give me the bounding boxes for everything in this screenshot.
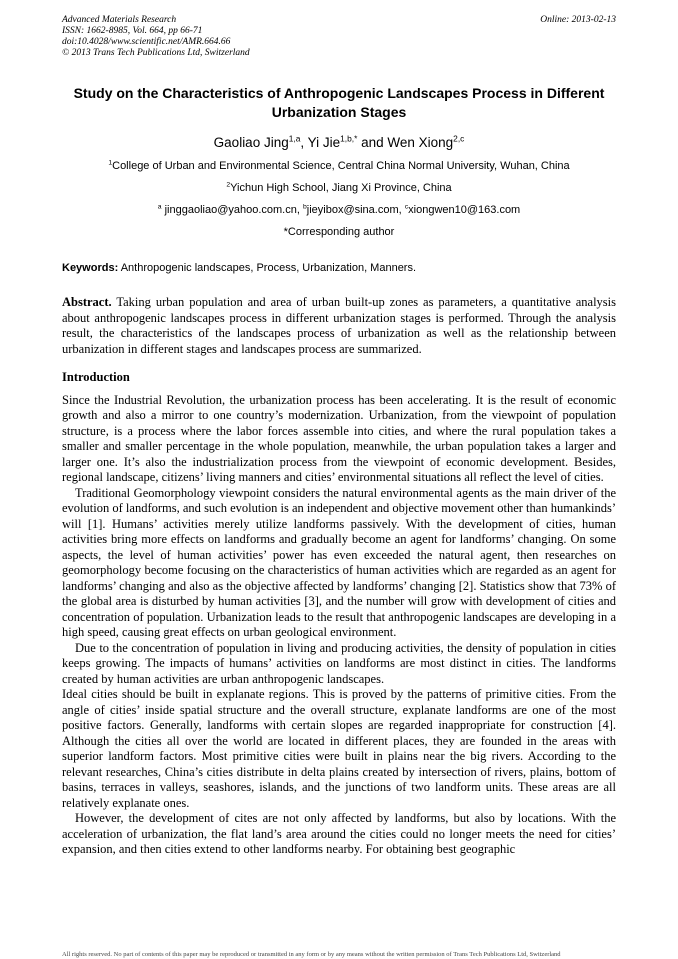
journal-name: Advanced Materials Research	[62, 15, 177, 25]
online-date: Online: 2013-02-13	[540, 15, 616, 25]
author-2-superscript: 1,b,*	[340, 133, 358, 144]
abstract-text: Taking urban population and area of urban built-up zones as parameters, a quantitative analysis about anthropogenic landscapes process in different urbanization stages is performed. Through the analysis result, the characteristics of the landscapes process of urbanization as well as the relationship between urbanization in different stages and landscapes process are summarized.	[62, 295, 616, 356]
author-2	[300, 135, 357, 150]
copyright-line: © 2013 Trans Tech Publications Ltd, Switzerland	[62, 48, 250, 58]
author-2-name: , Yi Jie	[300, 135, 341, 150]
affiliation-1-superscript: 1	[108, 159, 113, 167]
author-1-name: Gaoliao Jing	[213, 135, 289, 150]
body-paragraph-3: Due to the concentration of population in living and producing activities, the density of population in cities keeps growing. The impacts of humans’ activities on landforms are most distinct in cities. The landforms created by human activities are urban anthropogenic landscapes.	[62, 640, 616, 686]
email-1-superscript: a	[157, 203, 162, 211]
affiliation-2	[62, 182, 616, 195]
affiliation-1	[62, 160, 616, 173]
section-heading-introduction: Introduction	[62, 370, 130, 384]
email-3-superscript: c	[404, 203, 409, 211]
emails-line	[62, 204, 616, 217]
body-paragraph-4: Ideal cities should be built in explanate regions. This is proved by the patterns of primitive cities. From the angle of cities’ inside spatial structure and the overall structure, explanate landforms are one of the most positive factors. Generally, landforms with certain slopes are regarded inappropriate for construction [4]. Although the cities all over the world are located in different places, they are founded in the areas with superior landform factors. Most primitive cities were built in plains near the big rivers. According to the relevant researches, China’s cities distribute in delta plains created by intersection of rivers, plains, bottom of basins, terraces in valleys, seashores, islands, and the junctions of two landform units. These areas are all relatively explanate ones.	[62, 687, 616, 810]
author-1	[214, 135, 301, 150]
email-2-superscript: b	[302, 203, 307, 211]
keywords-text: Anthropogenic landscapes, Process, Urbanization, Manners.	[118, 262, 417, 274]
body-paragraph-2: Traditional Geomorphology viewpoint considers the natural environmental agents as the main driver of the evolution of landforms, and such evolution is an independent and objective movement other than humankinds’ will [1]. Humans’ activities merely utilize landforms passively. With the development of cities, human activities bring more effects on landforms and gradually become an agent for landforms’ changing. On some aspects, the level of human activities’ power has even exceeded the natural agent, then researches on geomorphology become focusing on the characteristics of human activities which are regarded as an agent for landforms’ changing and also as the objective affected by landforms’ changing [2]. Statistics show that 73% of the global area is disturbed by human activities [3], and the number will grow with development of cities and concentration of population. Urbanization leads to the result that anthropogenic landscapes are developing in a high speed, causing great effects on urban geological environment.	[62, 485, 616, 639]
author-3	[357, 135, 464, 150]
keywords-label: Keywords:	[62, 262, 119, 274]
email-2: jieyibox@sina.com,	[306, 204, 405, 216]
journal-header	[62, 15, 616, 59]
license-footer: All rights reserved. No part of contents of this paper may be reproduced or transmitted in any form or by any means without the written permission of Trans Tech Publications Ltd, Switzerland	[62, 951, 561, 958]
author-1-superscript: 1,a	[288, 133, 301, 144]
affiliation-2-text: Yichun High School, Jiang Xi Province, China	[230, 182, 452, 194]
email-1: jinggaoliao@yahoo.com.cn,	[161, 204, 303, 216]
keywords-line	[62, 261, 616, 275]
abstract	[62, 295, 616, 357]
body-paragraph-1: Since the Industrial Revolution, the urbanization process has been accelerating. It is the result of economic growth and also a mirror to one country’s modernization. Urbanization, from the viewpoint of population structure, is a process where the labor forces assemble into cities, and where the rural population takes a smaller and smaller percentage in the whole population, meanwhile, the urban population takes a larger and larger one. It’s also the industrialization process from the viewpoint of economic development. Besides, regional landscape, citizens’ living manners and cities’ environmental situations all reflect the level of cities.	[62, 392, 616, 484]
affiliation-1-text: College of Urban and Environmental Science, Central China Normal University, Wuhan, China	[112, 160, 570, 172]
author-3-name: and Wen Xiong	[357, 135, 454, 150]
issn-volume-line: ISSN: 1662-8985, Vol. 664, pp 66-71	[62, 26, 203, 36]
abstract-label: Abstract.	[62, 295, 112, 309]
author-3-superscript: 2,c	[453, 133, 465, 144]
corresponding-author-note: *Corresponding author	[283, 226, 395, 238]
journal-header-left	[62, 15, 250, 59]
paper-title: Study on the Characteristics of Anthropogenic Landscapes Process in Different Urbanization Stages	[73, 85, 605, 120]
doi-line: doi:10.4028/www.scientific.net/AMR.664.66	[62, 37, 231, 47]
authors-line	[62, 135, 616, 151]
affiliation-2-superscript: 2	[226, 181, 231, 189]
email-3: xiongwen10@163.com	[408, 204, 521, 216]
body-paragraph-5: However, the development of cites are not only affected by landforms, but also by locations. With the acceleration of urbanization, the flat land’s area around the cities could no longer meets the need for cities’ expansion, and then cities extend to other landforms nearby. For obtaining best geographic	[62, 811, 616, 856]
